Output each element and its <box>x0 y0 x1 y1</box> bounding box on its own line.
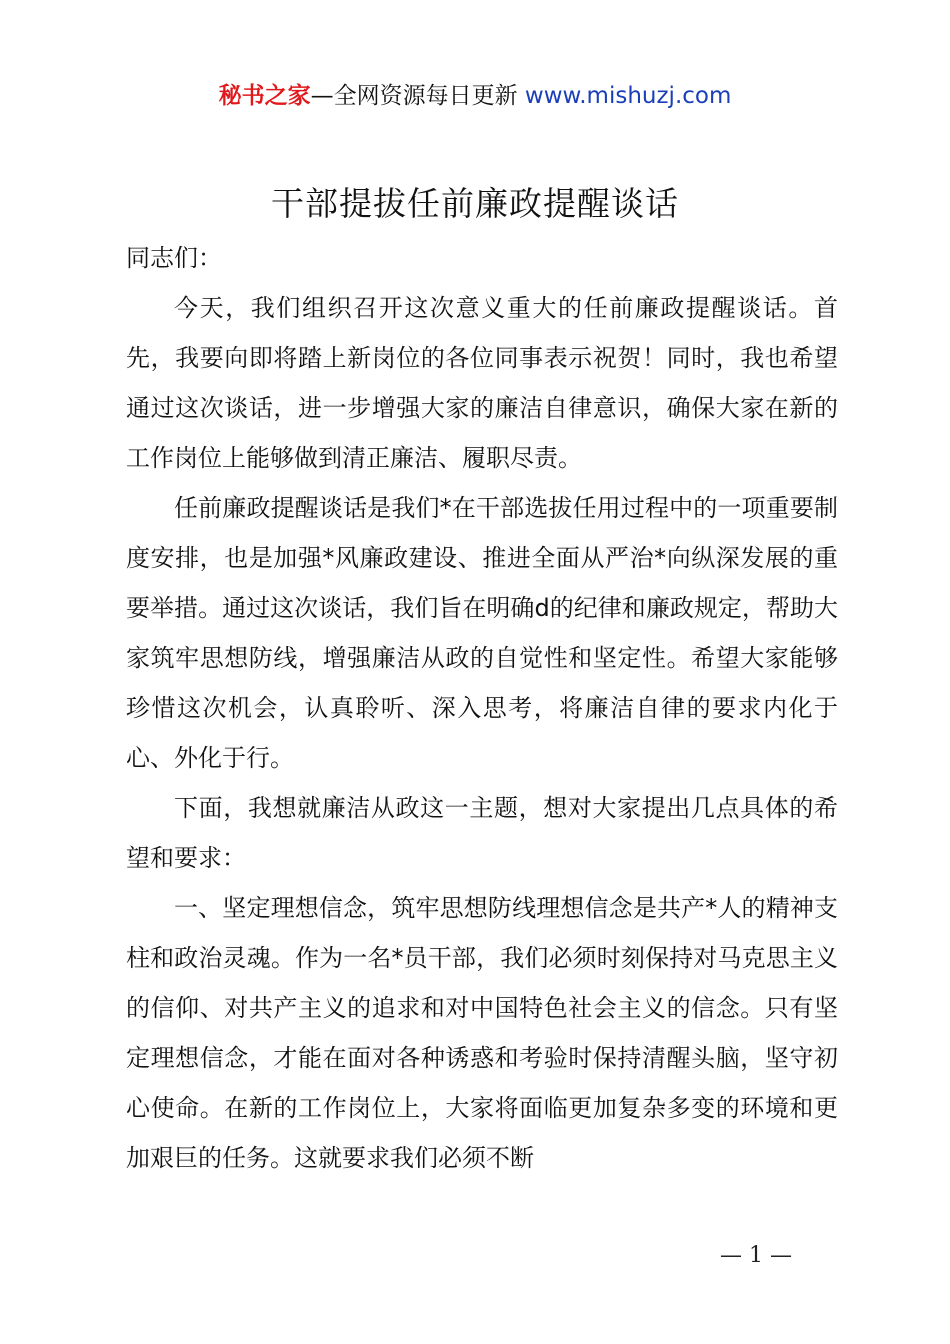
document-title: 干部提拔任前廉政提醒谈话 <box>271 184 679 223</box>
brand-name: 秘书之家 <box>218 83 311 109</box>
paragraph-3: 下面，我想就廉洁从政这一主题，想对大家提出几点具体的希望和要求： <box>126 794 838 872</box>
paragraph-2: 任前廉政提醒谈话是我们*在干部选拔任用过程中的一项重要制度安排，也是加强*风廉政建设、推进全面从严治*向纵深发展的重要举措。通过这次谈话，我们旨在明确d的纪律和廉政规定，帮助大家筑牢思想防线，增强廉洁从政的自觉性和坚定性。希望大家能够珍惜这次机会，认真聆听、深入思考，将廉洁自律的要求内化于心、外化于行。 <box>126 494 838 772</box>
site-header <box>0 80 950 112</box>
header-tagline: —全网资源每日更新 <box>310 83 525 109</box>
paragraph-4: 一、坚定理想信念，筑牢思想防线理想信念是共产*人的精神支柱和政治灵魂。作为一名*员干部，我们必须时刻保持对马克思主义的信仰、对共产主义的追求和对中国特色社会主义的信念。只有坚定理想信念，才能在面对各种诱惑和考验时保持清醒头脑，坚守初心使命。在新的工作岗位上，大家将面临更加复杂多变的环境和更加艰巨的任务。这就要求我们必须不断 <box>126 894 838 1172</box>
document-body <box>126 233 838 1183</box>
page-number: — 1 — <box>720 1243 792 1268</box>
salutation: 同志们： <box>126 244 222 272</box>
paragraph-1: 今天，我们组织召开这次意义重大的任前廉政提醒谈话。首先，我要向即将踏上新岗位的各位同事表示祝贺！同时，我也希望通过这次谈话，进一步增强大家的廉洁自律意识，确保大家在新的工作岗位上能够做到清正廉洁、履职尽责。 <box>126 294 838 472</box>
site-url[interactable]: www.mishuzj.com <box>524 83 732 109</box>
